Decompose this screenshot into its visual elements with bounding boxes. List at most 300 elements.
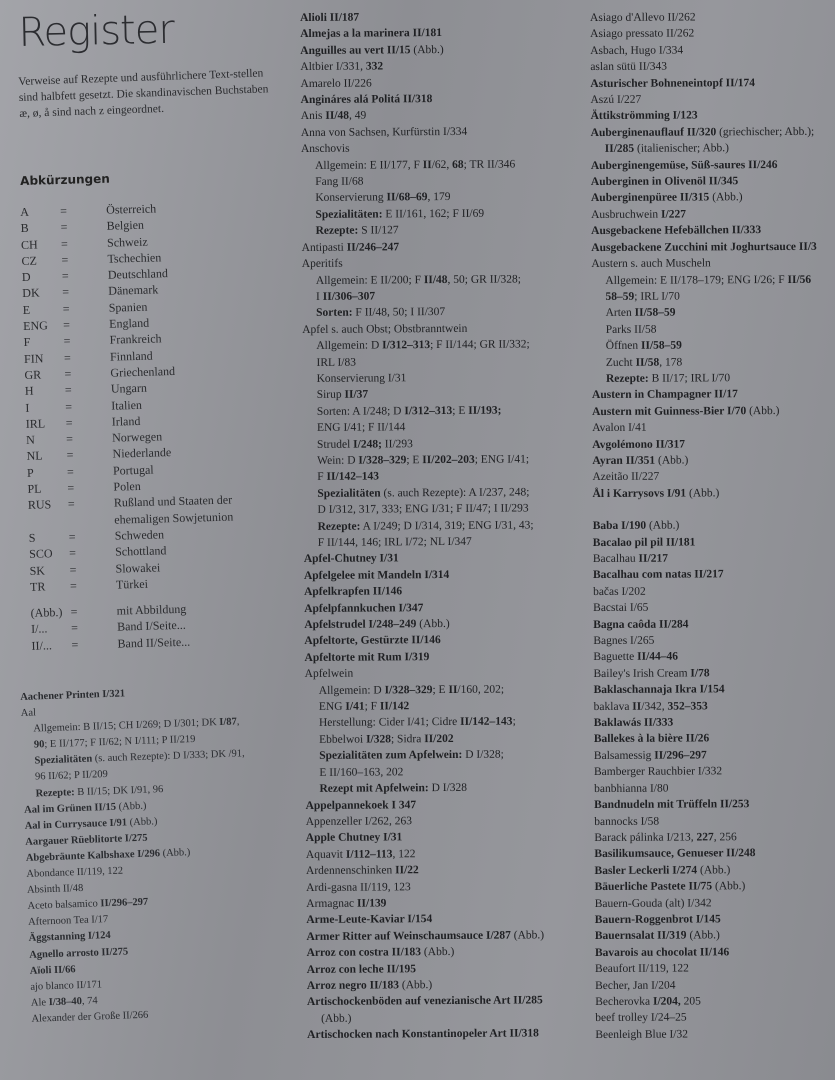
index-entry-text: , <box>236 716 240 728</box>
index-entry <box>594 681 835 699</box>
index-entry-bold-text: 352–353 <box>667 700 708 713</box>
index-entry <box>306 927 591 945</box>
index-entry-text: , 179 <box>427 191 451 204</box>
index-subentry <box>304 533 589 551</box>
index-entry-bold-text: II/58–59 <box>640 339 682 352</box>
index-entry-text: D I/312, 317, 333; ENG I/31; F II/47; I II/293 <box>317 502 529 517</box>
index-entry-text: 205 <box>680 995 701 1008</box>
abbreviation-code: II/... <box>31 638 53 653</box>
index-entry-text: Altbier I/331, <box>300 60 366 74</box>
index-entry-bold-text: Bagna caôda II/284 <box>593 618 689 631</box>
index-entry <box>305 795 590 813</box>
abbreviation-name: Portugal <box>112 462 154 478</box>
index-entry-bold-text: 68 <box>452 158 464 171</box>
index-entry-bold-text: Äggstanning I/124 <box>28 930 111 945</box>
index-entry-text: Ardi-gasna II/119, 123 <box>306 880 411 894</box>
index-entry-bold-text: Ausgebackene Hefebällchen II/333 <box>591 224 762 238</box>
index-entry-text: Sirup <box>316 389 345 402</box>
index-entry <box>593 599 835 617</box>
abbreviation-code: SK <box>29 563 46 578</box>
index-entry-bold-text: Ål i Karrysovs I/91 <box>592 487 687 500</box>
index-entry-text: Becher, Jan I/204 <box>595 979 676 992</box>
index-subentry <box>303 435 588 453</box>
index-entry <box>592 484 835 502</box>
index-entry-text: (Abb.) <box>709 191 743 204</box>
index-entry-text: (Abb.) <box>510 929 545 942</box>
index-entry <box>595 1009 835 1027</box>
index-entry-text: Zucht <box>605 356 636 369</box>
abbreviation-equals: = <box>62 301 70 316</box>
index-entry-bold-text: Artischocken nach Konstantinopeler Art II/318 <box>307 1027 539 1042</box>
index-entry-text: Ardennenschinken <box>305 864 396 878</box>
index-entry-bold-text: Auberginengemüse, Süß-saures II/246 <box>590 158 778 172</box>
index-entry-bold-text: Almejas a la marinera II/181 <box>300 27 443 41</box>
index-entry-text: Anis <box>300 110 326 123</box>
abbreviation-code: PL <box>27 481 42 496</box>
index-entry-text: Abondance II/119, 122 <box>26 865 124 880</box>
index-entry-text: F II/144, 146; IRL I/72; NL I/347 <box>317 535 472 549</box>
index-subentry <box>305 763 590 781</box>
abbreviation-name: Italien <box>111 397 143 413</box>
index-entry-text: B II/15; DK I/91, 96 <box>74 783 164 798</box>
index-entry-text: Aceto balsamico <box>27 898 101 913</box>
index-entry-text: (Abb.) <box>420 946 455 959</box>
abbreviation-equals: = <box>60 220 68 235</box>
index-column-2 <box>300 8 592 1044</box>
index-entry <box>591 238 835 256</box>
index-entry-bold-text: Austern in Champagner II/17 <box>591 388 738 402</box>
index-entry-text: Bacstai I/65 <box>593 601 649 615</box>
index-gap <box>593 501 835 518</box>
index-entry-text: D I/328; <box>462 748 504 762</box>
abbreviation-equals: = <box>71 637 79 652</box>
index-entry-text: (griechischer; Abb.); <box>716 125 815 139</box>
index-entry-text: (Abb.) <box>686 487 720 500</box>
index-entry <box>307 976 592 994</box>
index-entry-bold-text: I/328 <box>366 733 392 746</box>
index-entry <box>591 156 835 174</box>
index-entry-bold-text: Spezialitäten <box>317 487 381 500</box>
abbreviation-code: DK <box>22 286 40 301</box>
index-entry-bold-text: Avgolémono II/317 <box>592 438 686 451</box>
index-entry-bold-text: II/22 <box>395 864 419 877</box>
index-subentry <box>303 385 588 403</box>
abbreviation-name: Griechenland <box>110 363 176 380</box>
index-subentry <box>305 746 590 764</box>
abbreviation-name: Schottland <box>114 543 167 559</box>
index-entry <box>592 468 835 486</box>
index-entry <box>595 960 835 978</box>
index-entry <box>306 894 591 912</box>
index-entry <box>591 107 835 125</box>
index-entry-bold-text: Appelpannekoek I 347 <box>305 798 417 812</box>
index-entry-bold-text: Ättikströmming I/123 <box>590 109 698 123</box>
index-entry-text: Allgemein: E II/200; F <box>315 273 424 287</box>
index-entry <box>304 615 589 633</box>
abbreviation-code: GR <box>24 367 42 382</box>
index-entry-text: 96 II/62; P II/209 <box>34 769 109 783</box>
index-entry-bold-text: Rezept mit Apfelwein: <box>319 782 429 795</box>
index-entry <box>592 402 835 420</box>
index-entry <box>301 90 586 108</box>
index-entry-text: , 49 <box>348 109 367 123</box>
index-entry-text: beef trolley I/24–25 <box>595 1011 687 1025</box>
index-entry-text: , 178 <box>659 356 683 369</box>
index-entry <box>306 861 591 879</box>
abbreviation-equals: = <box>63 350 71 365</box>
abbreviation-equals: = <box>65 399 73 414</box>
index-entry-bold-text: Bauernsalat II/319 <box>594 929 687 943</box>
index-entry-text: Asiago d'Allevo II/262 <box>590 11 696 24</box>
index-entry <box>590 74 835 92</box>
index-entry-text: ; IRL I/70 <box>634 290 680 303</box>
index-entry-text: Bacalhau <box>592 552 639 565</box>
index-entry <box>593 566 835 584</box>
index-entry-bold-text: II/68–69 <box>386 191 428 204</box>
index-entry <box>595 1025 835 1043</box>
index-subentry <box>307 1009 592 1027</box>
abbreviations-table <box>20 197 302 654</box>
index-entry-bold-text: Baklawás II/333 <box>593 716 674 730</box>
index-entry-text: Sorten: A I/248; D <box>316 405 405 418</box>
abbreviation-equals: = <box>60 203 68 218</box>
abbreviation-equals: = <box>67 497 75 512</box>
index-subentry <box>302 353 587 371</box>
index-entry-text: Parks II/58 <box>605 323 657 336</box>
index-entry-bold-text: II <box>422 158 432 171</box>
index-entry-text: Aquavit <box>305 848 346 861</box>
page-title: Register <box>18 6 175 56</box>
index-column-1 <box>20 681 304 1028</box>
index-subentry <box>303 484 588 502</box>
index-entry-bold-text: Baklaschannaja Ikra I/154 <box>593 683 725 697</box>
index-entry-text: (Abb.) <box>712 880 746 893</box>
index-entry-text: Amarelo II/226 <box>300 77 372 90</box>
abbreviation-name: Schweden <box>114 527 165 543</box>
index-entry-text: (Abb.) <box>398 979 433 992</box>
index-entry-bold-text: Bäuerliche Pastete II/75 <box>594 880 713 894</box>
index-entry-text: (s. auch Rezepte): A I/237, 248; <box>380 486 530 500</box>
abbreviation-code: ENG <box>23 318 49 334</box>
index-entry <box>591 189 835 207</box>
abbreviation-equals: = <box>64 382 72 398</box>
abbreviation-code: IRL <box>25 416 46 431</box>
index-subentry <box>305 730 590 748</box>
index-entry-bold-text: II/202–203 <box>422 453 475 467</box>
index-subentry <box>305 681 590 699</box>
index-entry-text: E II/160–163, 202 <box>319 765 404 779</box>
index-entry-text: , 256 <box>713 831 737 844</box>
index-entry-text: banbhianna I/80 <box>594 782 669 795</box>
abbreviation-equals: = <box>62 285 70 300</box>
index-entry <box>304 631 589 649</box>
abbreviation-name: England <box>108 315 150 331</box>
index-entry-bold-text: Rezepte: <box>317 520 361 533</box>
index-entry-text: (Abb.) <box>697 863 731 877</box>
index-entry-bold-text: Spezialitäten <box>34 753 93 767</box>
index-entry <box>594 763 835 781</box>
index-entry <box>302 254 587 272</box>
abbreviation-code <box>28 512 68 529</box>
index-entry-bold-text: I/312–313 <box>404 404 453 418</box>
index-subentry <box>305 779 590 797</box>
abbreviation-name: Belgien <box>106 218 145 234</box>
abbreviation-name: Irland <box>111 413 141 429</box>
index-entry-bold-text: Sorten: <box>316 306 353 320</box>
index-entry-bold-text: I/38–40 <box>48 995 83 1008</box>
index-entry-bold-text: Ayran II/351 <box>592 454 656 467</box>
index-entry-text: Bamberger Rauchbier I/332 <box>593 765 723 779</box>
index-entry <box>593 632 835 650</box>
index-entry-bold-text: Basilikumsauce, Genueser II/248 <box>594 847 756 861</box>
abbreviation-name: Band I/Seite... <box>116 618 186 635</box>
index-entry <box>595 878 835 896</box>
index-entry-text: ; E <box>452 404 469 417</box>
index-subentry <box>301 156 586 174</box>
index-entry-text: , 50; GR II/328; <box>447 272 522 286</box>
index-entry-text: Ebbelwoi <box>319 733 367 746</box>
index-entry-text: Allgemein: B II/15; CH I/269; D I/301; DK <box>33 717 220 735</box>
index-entry-text: (Abb.) <box>126 816 158 829</box>
abbreviation-code: N <box>25 432 36 448</box>
index-entry <box>594 714 835 732</box>
index-entry-text: Absinth II/48 <box>26 883 84 896</box>
index-entry-bold-text: Austern mit Guinness-Bier I/70 <box>592 404 747 418</box>
index-entry-bold-text: II/246–247 <box>346 241 400 254</box>
index-entry-text: ; ENG I/41; <box>474 453 530 466</box>
index-entry-bold-text: Apple Chutney I/31 <box>305 831 403 845</box>
abbreviation-equals: = <box>65 431 74 447</box>
index-entry-bold-text: II/306–307 <box>322 290 376 303</box>
index-entry-bold-text: II/142 <box>379 700 410 713</box>
index-entry <box>592 419 835 437</box>
index-entry-text: ; Sidra <box>390 733 425 746</box>
abbreviation-equals: = <box>62 317 71 332</box>
index-entry <box>307 992 592 1010</box>
index-entry-text: Appenzeller I/262, 263 <box>305 815 413 828</box>
index-subentry <box>303 467 588 485</box>
index-entry-text: F <box>317 471 327 484</box>
abbreviation-code: CZ <box>21 253 38 268</box>
index-entry-bold-text: 332 <box>365 60 384 73</box>
index-entry <box>592 435 835 453</box>
index-entry-text: Apfelwein <box>304 667 354 681</box>
index-entry-text: (Abb.) <box>410 43 444 57</box>
index-entry-text: IRL I/83 <box>316 356 357 369</box>
index-entry-text: aslan sütü II/343 <box>590 60 667 74</box>
abbreviation-equals: = <box>68 545 77 561</box>
index-entry-text: Allgemein: D <box>316 339 383 353</box>
index-entry-text: , 122 <box>392 847 416 861</box>
abbreviation-name: Norwegen <box>111 429 163 445</box>
index-entry-text: Avalon I/41 <box>592 421 647 435</box>
index-entry-bold-text: I/204, <box>652 995 681 1008</box>
index-subentry <box>301 221 586 239</box>
abbreviation-name: Niederlande <box>112 445 172 462</box>
index-entry <box>300 41 585 59</box>
index-subentry <box>305 697 590 715</box>
index-entry-text: (Abb.) <box>746 404 780 417</box>
index-entry <box>305 664 590 682</box>
index-entry <box>301 139 586 157</box>
index-entry <box>591 206 835 224</box>
index-subentry <box>303 500 588 518</box>
abbreviation-code: NL <box>26 448 43 464</box>
index-entry <box>590 9 835 27</box>
index-entry-text: Strudel <box>316 438 354 451</box>
index-subentry <box>301 205 586 223</box>
index-entry-bold-text: Arroz con leche II/195 <box>306 962 417 976</box>
index-entry-text: (Abb.) <box>686 929 720 942</box>
abbreviation-name: Slowakei <box>115 559 161 576</box>
abbreviation-name: Tschechien <box>107 250 162 266</box>
abbreviation-equals: = <box>60 236 69 251</box>
index-entry <box>307 943 592 961</box>
index-entry-text: Antipasti <box>301 241 347 254</box>
index-subentry <box>302 336 587 354</box>
index-entry-text: baklava <box>593 700 633 713</box>
abbreviation-name: Ungarn <box>110 381 148 396</box>
index-entry-bold-text: II/58 <box>635 356 660 369</box>
index-entry-bold-text: I/312–313 <box>382 339 431 352</box>
index-entry-bold-text: Anguilles au vert II/15 <box>300 44 411 57</box>
index-entry-text: ; TR II/346 <box>463 158 516 171</box>
index-subentry <box>301 188 586 206</box>
index-entry-bold-text: Ballekes à la bière II/26 <box>593 732 710 746</box>
index-entry-bold-text: II <box>632 700 642 713</box>
index-entry <box>306 910 591 928</box>
index-entry-bold-text: Rezepte: <box>315 224 359 238</box>
index-entry-text: Asiago pressato II/262 <box>590 27 695 41</box>
index-entry-text: Wein: D <box>317 454 359 467</box>
index-entry-bold-text: Aal in Currysauce I/91 <box>24 817 128 832</box>
index-entry-text: A I/249; D I/314, 319; ENG I/31, 43; <box>360 518 534 533</box>
index-entry-text: Beenleigh Blue I/32 <box>595 1028 689 1041</box>
index-entry-bold-text: II/193; <box>468 404 502 417</box>
index-column-3 <box>590 9 835 1043</box>
index-entry <box>590 42 835 60</box>
index-entry-text: (Abb.) <box>115 800 147 813</box>
index-entry <box>300 24 585 42</box>
index-entry-bold-text: Auberginenpüree II/315 <box>590 191 710 205</box>
index-subentry <box>592 337 835 355</box>
index-entry-text: Herstellung: Cider I/41; Cidre <box>318 716 461 730</box>
index-entry-bold-text: Aachener Printen I/321 <box>20 688 126 703</box>
index-entry <box>300 74 585 92</box>
abbreviation-code: FIN <box>23 351 44 366</box>
index-entry <box>306 845 591 863</box>
index-subentry <box>301 172 586 190</box>
index-entry <box>593 517 835 535</box>
abbreviation-name: Frankreich <box>109 331 162 348</box>
index-entry-text: (italienischer; Abb.) <box>634 142 730 156</box>
index-entry-text: Bauern-Gouda (alt) I/342 <box>594 896 712 910</box>
index-entry <box>591 255 835 273</box>
index-entry-bold-text: Apfelkrapfen II/146 <box>304 585 403 599</box>
index-entry <box>306 828 591 846</box>
index-entry-bold-text: Basler Leckerli I/274 <box>594 864 698 877</box>
abbreviation-name: Rußland und Staaten der <box>113 492 233 510</box>
index-entry-text: D I/328 <box>428 781 468 795</box>
index-subentry <box>305 713 590 731</box>
index-entry-text: Austern s. auch Muscheln <box>591 257 711 271</box>
index-entry-text: Apfel s. auch Obst; Obstbranntwein <box>302 322 468 336</box>
abbreviation-name: Finnland <box>109 348 153 364</box>
index-entry-bold-text: Rezepte: <box>35 786 75 800</box>
index-entry-text: /62, <box>431 158 453 171</box>
abbreviation-code: D <box>21 269 31 285</box>
index-entry-text: ENG <box>318 700 346 713</box>
abbreviation-equals: = <box>69 578 77 593</box>
index-entry-bold-text: I/87 <box>219 716 238 729</box>
index-entry-text: Becherovka <box>595 995 654 1008</box>
index-entry-bold-text: Agnello arrosto II/275 <box>29 945 129 961</box>
index-entry-bold-text: Apfelstrudel I/248–249 <box>304 618 417 632</box>
index-entry-bold-text: I/227 <box>660 208 686 221</box>
index-entry <box>301 123 586 141</box>
index-subentry <box>592 304 835 322</box>
abbreviation-equals <box>68 511 114 528</box>
index-entry <box>304 566 589 584</box>
index-subentry <box>304 517 589 535</box>
abbreviation-name: ehemaligen Sowjetunion <box>114 509 234 527</box>
index-entry-text: E II/161, 162; F II/69 <box>382 207 485 221</box>
index-entry-bold-text: II/217 <box>638 552 668 565</box>
index-subentry <box>592 320 835 338</box>
index-entry-bold-text: Apfel-Chutney I/31 <box>303 552 399 566</box>
abbreviation-name: Band II/Seite... <box>117 634 191 651</box>
abbreviation-code: P <box>26 465 34 480</box>
index-entry-bold-text: Arme-Leute-Kaviar I/154 <box>306 913 433 927</box>
index-entry-text: ; E <box>432 683 449 696</box>
index-subentry <box>303 418 588 436</box>
abbreviation-equals: = <box>65 415 73 430</box>
index-entry <box>590 91 835 109</box>
index-entry-bold-text: Alioli II/187 <box>300 11 360 24</box>
abbreviation-code: H <box>24 383 34 399</box>
abbreviations-heading: Abkürzungen <box>20 171 111 188</box>
index-entry <box>594 829 835 847</box>
index-entry-text: Konservierung <box>315 191 387 205</box>
abbreviation-name: mit Abbildung <box>116 601 187 618</box>
index-entry-text: /160, 202; <box>457 683 505 696</box>
index-entry <box>590 58 835 76</box>
index-entry-text: Armagnac <box>306 897 358 910</box>
index-entry <box>595 993 835 1011</box>
index-entry-text: F II/48, 50; I II/307 <box>352 306 446 319</box>
index-entry <box>595 911 835 929</box>
index-subentry <box>303 402 588 420</box>
index-entry-text: Alexander der Große II/266 <box>31 1009 149 1025</box>
index-entry-bold-text: Auberginen in Olivenöl II/345 <box>590 175 739 189</box>
abbreviation-code: I <box>25 400 30 415</box>
index-entry-bold-text: Bacalhau com natas II/217 <box>592 568 724 582</box>
abbreviation-equals: = <box>70 621 79 636</box>
index-entry-bold-text: Arroz negro II/183 <box>306 979 400 992</box>
index-entry-bold-text: II/296–297 <box>100 896 149 910</box>
index-entry-bold-text: Asturischer Bohneneintopf II/174 <box>590 76 756 90</box>
index-entry <box>593 615 835 633</box>
index-entry <box>307 960 592 978</box>
abbreviation-code: (Abb.) <box>30 605 63 620</box>
abbreviation-code: B <box>20 221 29 236</box>
index-entry <box>594 812 835 830</box>
index-entry-bold-text: Rezepte: <box>605 372 649 385</box>
index-entry <box>595 976 835 994</box>
index-entry-bold-text: Apfelpfannkuchen I/347 <box>304 601 424 615</box>
index-entry-bold-text: Apfelgelee mit Mandeln I/314 <box>303 568 450 582</box>
index-entry <box>595 943 835 961</box>
